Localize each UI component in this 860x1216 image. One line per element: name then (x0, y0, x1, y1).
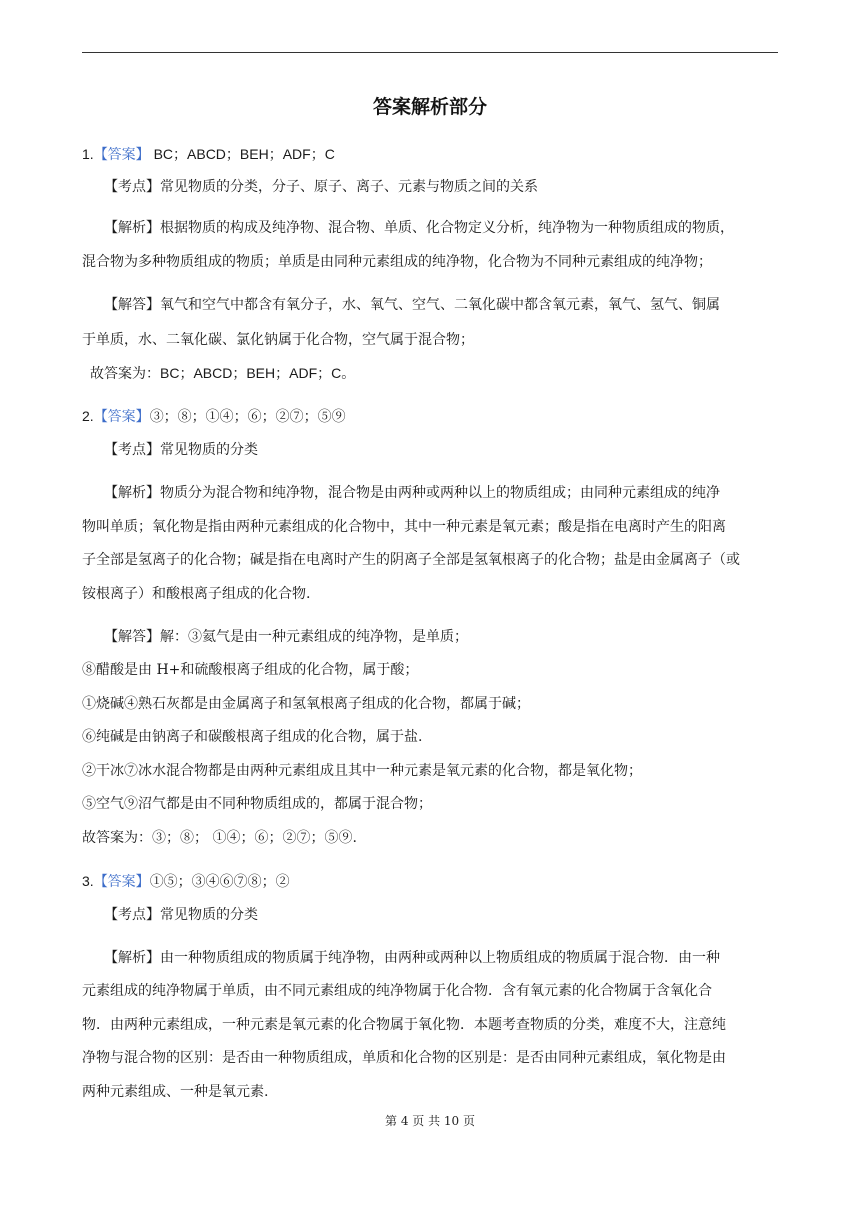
q2-jiexi-line: 铵根离子）和酸根离子组成的化合物. (82, 586, 311, 602)
q2-number: 2. (82, 408, 94, 424)
q2-jiexi-line: 子全部是氢离子的化合物；碱是指在电离时产生的阴离子全部是氢氧根离子的化合物；盐是由金属离子（或 (82, 552, 740, 568)
q1-answer: BC；ABCD；BEH；ADF；C (149, 146, 335, 162)
q3-answer-line (82, 872, 290, 891)
q3-number: 3. (82, 873, 94, 889)
q3-jiexi-line: 物．由两种元素组成，一种元素是氧元素的化合物属于氧化物．本题考查物质的分类，难度不大，注意纯 (82, 1017, 726, 1033)
q2-jieda-line: ①烧碱④熟石灰都是由金属离子和氢氧根离子组成的化合物，都属于碱； (82, 696, 530, 712)
q2-kaodian: 【考点】常见物质的分类 (104, 442, 258, 458)
q1-jiexi-line: 混合物为多种物质组成的物质；单质是由同种元素组成的纯净物，化合物为不同种元素组成的纯净物； (82, 254, 712, 270)
q3-jiexi-line: 两种元素组成、一种是氧元素. (82, 1084, 269, 1100)
q1-number: 1. (82, 146, 94, 162)
q1-kaodian: 【考点】常见物质的分类，分子、原子、离子、元素与物质之间的关系 (104, 179, 538, 195)
q2-answer-line (82, 407, 346, 426)
q1-jieda-line: 故答案为：BC；ABCD；BEH；ADF；C。 (90, 365, 356, 381)
page-title: 答案解析部分 (372, 96, 487, 118)
header-rule (82, 52, 778, 53)
q3-jiexi-line: 净物与混合物的区别：是否由一种物质组成，单质和化合物的区别是：是否由同种元素组成，氧化物是由 (82, 1050, 726, 1066)
q1-jieda-line: 于单质，水、二氧化碳、氯化钠属于化合物，空气属于混合物； (82, 332, 474, 348)
q2-jieda-line: 故答案为：③；⑧； ①④；⑥；②⑦；⑤⑨. (82, 830, 357, 846)
q2-answer: ③；⑧；①④；⑥；②⑦；⑤⑨ (149, 409, 346, 425)
q2-jieda-line: ⑤空气⑨沼气都是由不同种物质组成的，都属于混合物； (82, 796, 432, 812)
q3-answer: ①⑤；③④⑥⑦⑧；② (149, 874, 290, 890)
q1-answer-tag: 【答案】 (93, 147, 150, 163)
q2-answer-tag: 【答案】 (93, 409, 150, 425)
q2-jieda-line: 【解答】解：③氦气是由一种元素组成的纯净物，是单质； (104, 629, 468, 645)
q3-jiexi-line: 元素组成的纯净物属于单质，由不同元素组成的纯净物属于化合物．含有氧元素的化合物属于含氧化合 (82, 983, 712, 999)
q1-answer-line (82, 145, 335, 164)
q3-jiexi-line: 【解析】由一种物质组成的物质属于纯净物，由两种或两种以上物质组成的物质属于混合物．由一种 (104, 950, 720, 966)
page-number: 第 4 页 共 10 页 (385, 1114, 475, 1128)
q3-answer-tag: 【答案】 (93, 874, 150, 890)
q1-jieda-line: 【解答】氧气和空气中都含有氧分子，水、氧气、空气、二氧化碳中都含氧元素，氧气、氢气、铜属 (104, 297, 720, 313)
q2-jiexi-line: 【解析】物质分为混合物和纯净物，混合物是由两种或两种以上的物质组成；由同种元素组成的纯净 (104, 485, 720, 501)
q1-jiexi-line: 【解析】根据物质的构成及纯净物、混合物、单质、化合物定义分析，纯净物为一种物质组成的物质， (104, 220, 734, 236)
q2-jieda-line: ②干冰⑦冰水混合物都是由两种元素组成且其中一种元素是氧元素的化合物，都是氧化物； (82, 763, 642, 779)
q2-jiexi-line: 物叫单质；氧化物是指由两种元素组成的化合物中，其中一种元素是氧元素；酸是指在电离时产生的阳离 (82, 519, 726, 535)
q2-jieda-line: ⑥纯碱是由钠离子和碳酸根离子组成的化合物，属于盐. (82, 729, 423, 745)
q2-jieda-line: ⑧醋酸是由 H+和硫酸根离子组成的化合物，属于酸； (82, 662, 419, 678)
q3-kaodian: 【考点】常见物质的分类 (104, 907, 258, 923)
